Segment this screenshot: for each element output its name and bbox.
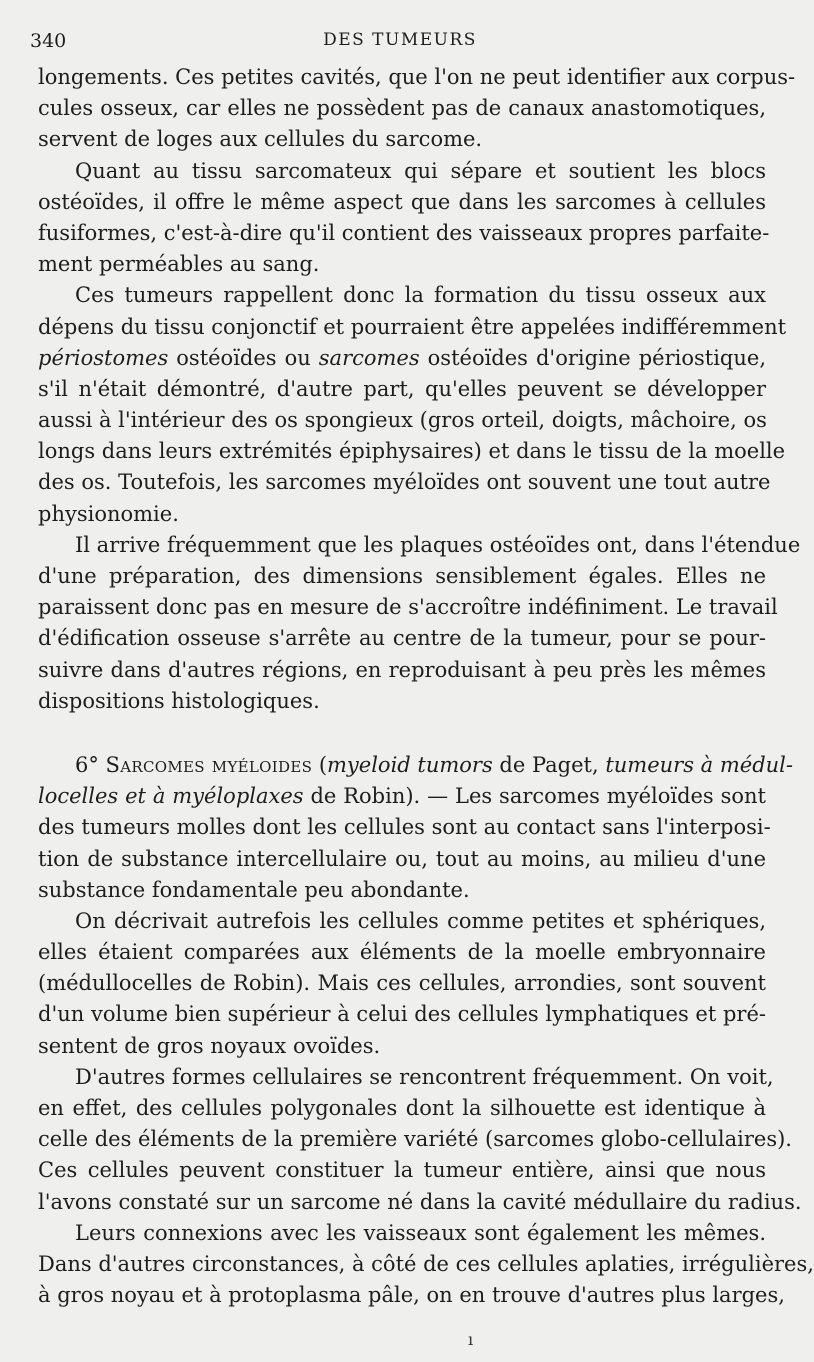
italic-text: périostomes xyxy=(38,345,169,370)
text-line xyxy=(38,405,766,436)
text-segment: des os. Toutefois, les sarcomes myéloïdes ont souvent une tout autre xyxy=(38,470,771,495)
text-segment: longements. Ces petites cavités, que l'on ne peut identifier aux corpus- xyxy=(38,65,796,89)
text-segment: d'édification osseuse s'arrête au centre de la tumeur, pour se pour- xyxy=(38,626,766,651)
text-line xyxy=(38,937,766,968)
running-title: DES TUMEURS xyxy=(323,30,477,50)
text-segment: D'autres formes cellulaires se rencontrent fréquemment. On voit, xyxy=(75,1064,774,1089)
text-segment: ( xyxy=(312,752,328,777)
small-caps-text: Sarcomes myéloides xyxy=(105,752,313,777)
text-segment: d'une préparation, des dimensions sensiblement égales. Elles ne xyxy=(38,564,766,588)
italic-text: locelles et à myéloplaxes xyxy=(38,784,304,809)
text-line xyxy=(38,280,766,311)
text-line xyxy=(38,467,771,498)
text-line xyxy=(38,1249,814,1280)
text-segment: s'il n'était démontré, d'autre part, qu'elles peuvent se développer xyxy=(38,376,766,401)
text-line xyxy=(38,1093,766,1124)
text-line xyxy=(38,844,766,875)
text-segment: suivre dans d'autres régions, en reproduisant à peu près les mêmes xyxy=(38,657,766,682)
text-line xyxy=(38,499,766,530)
text-segment: dépens du tissu conjonctif et pourraient être appelées indifféremment xyxy=(38,314,787,339)
text-line xyxy=(38,686,766,717)
text-line xyxy=(38,592,778,623)
text-line xyxy=(38,530,801,561)
text-line xyxy=(38,1187,802,1218)
text-segment: longs dans leurs extrémités épiphysaires) et dans le tissu de la moelle xyxy=(38,439,786,464)
page-number: 340 xyxy=(30,30,67,52)
text-segment: de Paget, xyxy=(492,752,606,777)
italic-text: myeloid tumors xyxy=(327,752,493,777)
text-segment: elles étaient comparées aux éléments de la moelle embryonnaire xyxy=(38,940,766,965)
text-line xyxy=(38,1155,766,1186)
text-segment: des tumeurs molles dont les cellules sont au contact sans l'interposi- xyxy=(38,815,771,840)
body-text xyxy=(38,62,814,1311)
text-segment: ostéoïdes, il offre le même aspect que dans les sarcomes à cellules xyxy=(38,189,766,214)
text-line xyxy=(38,655,766,686)
text-line xyxy=(38,218,770,249)
text-line xyxy=(38,812,771,843)
text-line xyxy=(38,1124,792,1155)
text-segment: Leurs connexions avec les vaisseaux sont également les mêmes. xyxy=(75,1220,766,1245)
text-line xyxy=(38,1280,785,1311)
text-line xyxy=(38,906,766,937)
text-line xyxy=(38,968,766,999)
text-line xyxy=(38,1218,766,1249)
text-segment: Ces tumeurs rappellent donc la formation du tissu osseux aux xyxy=(75,283,766,308)
text-segment: paraissent donc pas en mesure de s'accroître indéfiniment. Le travail xyxy=(38,595,778,620)
text-line xyxy=(38,875,766,906)
text-line xyxy=(38,1062,774,1093)
text-line xyxy=(38,93,766,124)
text-segment: cules osseux, car elles ne possèdent pas de canaux anastomotiques, xyxy=(38,96,766,121)
text-line xyxy=(38,623,766,654)
text-segment: tion de substance intercellulaire ou, tout au moins, au milieu d'une xyxy=(38,846,766,871)
text-line xyxy=(38,750,793,781)
text-segment: celle des éléments de la première variété (sarcomes globo-cellulaires). xyxy=(38,1127,792,1152)
text-segment: aussi à l'intérieur des os spongieux (gros orteil, doigts, mâchoire, os xyxy=(38,408,767,433)
text-segment: ostéoïdes ou xyxy=(168,345,319,370)
text-segment: de Robin). — Les sarcomes myéloïdes sont xyxy=(303,784,766,809)
text-line xyxy=(38,343,766,374)
text-segment: servent de loges aux cellules du sarcome. xyxy=(38,127,483,152)
text-line xyxy=(38,1031,766,1062)
text-line xyxy=(38,374,766,405)
text-line xyxy=(38,187,766,218)
text-segment: d'un volume bien supérieur à celui des cellules lymphatiques et pré- xyxy=(38,1002,766,1027)
page-header xyxy=(0,30,800,60)
text-line xyxy=(38,999,766,1030)
text-line xyxy=(38,561,766,592)
text-segment: à gros noyau et à protoplasma pâle, on en trouve d'autres plus larges, xyxy=(38,1283,785,1308)
text-segment: ostéoïdes d'origine périostique, xyxy=(419,345,766,370)
text-segment: en effet, des cellules polygonales dont la silhouette est identique à xyxy=(38,1096,766,1120)
text-line xyxy=(38,312,787,343)
text-segment: physionomie. xyxy=(38,501,179,526)
text-segment: substance fondamentale peu abondante. xyxy=(38,877,470,902)
text-segment: On décrivait autrefois les cellules comme petites et sphériques, xyxy=(75,908,766,933)
text-line xyxy=(38,249,766,280)
text-segment: ment perméables au sang. xyxy=(38,252,320,277)
text-line xyxy=(38,124,766,155)
text-segment: 6° xyxy=(75,752,106,777)
text-segment: Quant au tissu sarcomateux qui sépare et soutient les blocs xyxy=(75,158,766,183)
italic-text: sarcomes xyxy=(318,345,420,370)
text-segment: Dans d'autres circonstances, à côté de ces cellules aplaties, irrégulières, xyxy=(38,1251,814,1276)
text-line xyxy=(38,781,766,812)
text-line xyxy=(38,156,766,187)
text-segment: sentent de gros noyaux ovoïdes. xyxy=(38,1033,381,1058)
text-segment: l'avons constaté sur un sarcome né dans la cavité médullaire du radius. xyxy=(38,1189,802,1214)
text-segment: Il arrive fréquemment que les plaques ostéoïdes ont, dans l'étendue xyxy=(75,532,801,557)
text-segment: fusiformes, c'est-à-dire qu'il contient des vaisseaux propres parfaite- xyxy=(38,220,770,245)
text-segment: dispositions histologiques. xyxy=(38,688,320,713)
text-line xyxy=(38,62,796,93)
text-segment: (médullocelles de Robin). Mais ces cellules, arrondies, sont souvent xyxy=(38,971,766,996)
text-segment: Ces cellules peuvent constituer la tumeur entière, ainsi que nous xyxy=(38,1158,766,1183)
text-line xyxy=(38,436,786,467)
italic-text: tumeurs à médul- xyxy=(605,752,793,777)
footer-mark: ı xyxy=(468,1330,474,1349)
